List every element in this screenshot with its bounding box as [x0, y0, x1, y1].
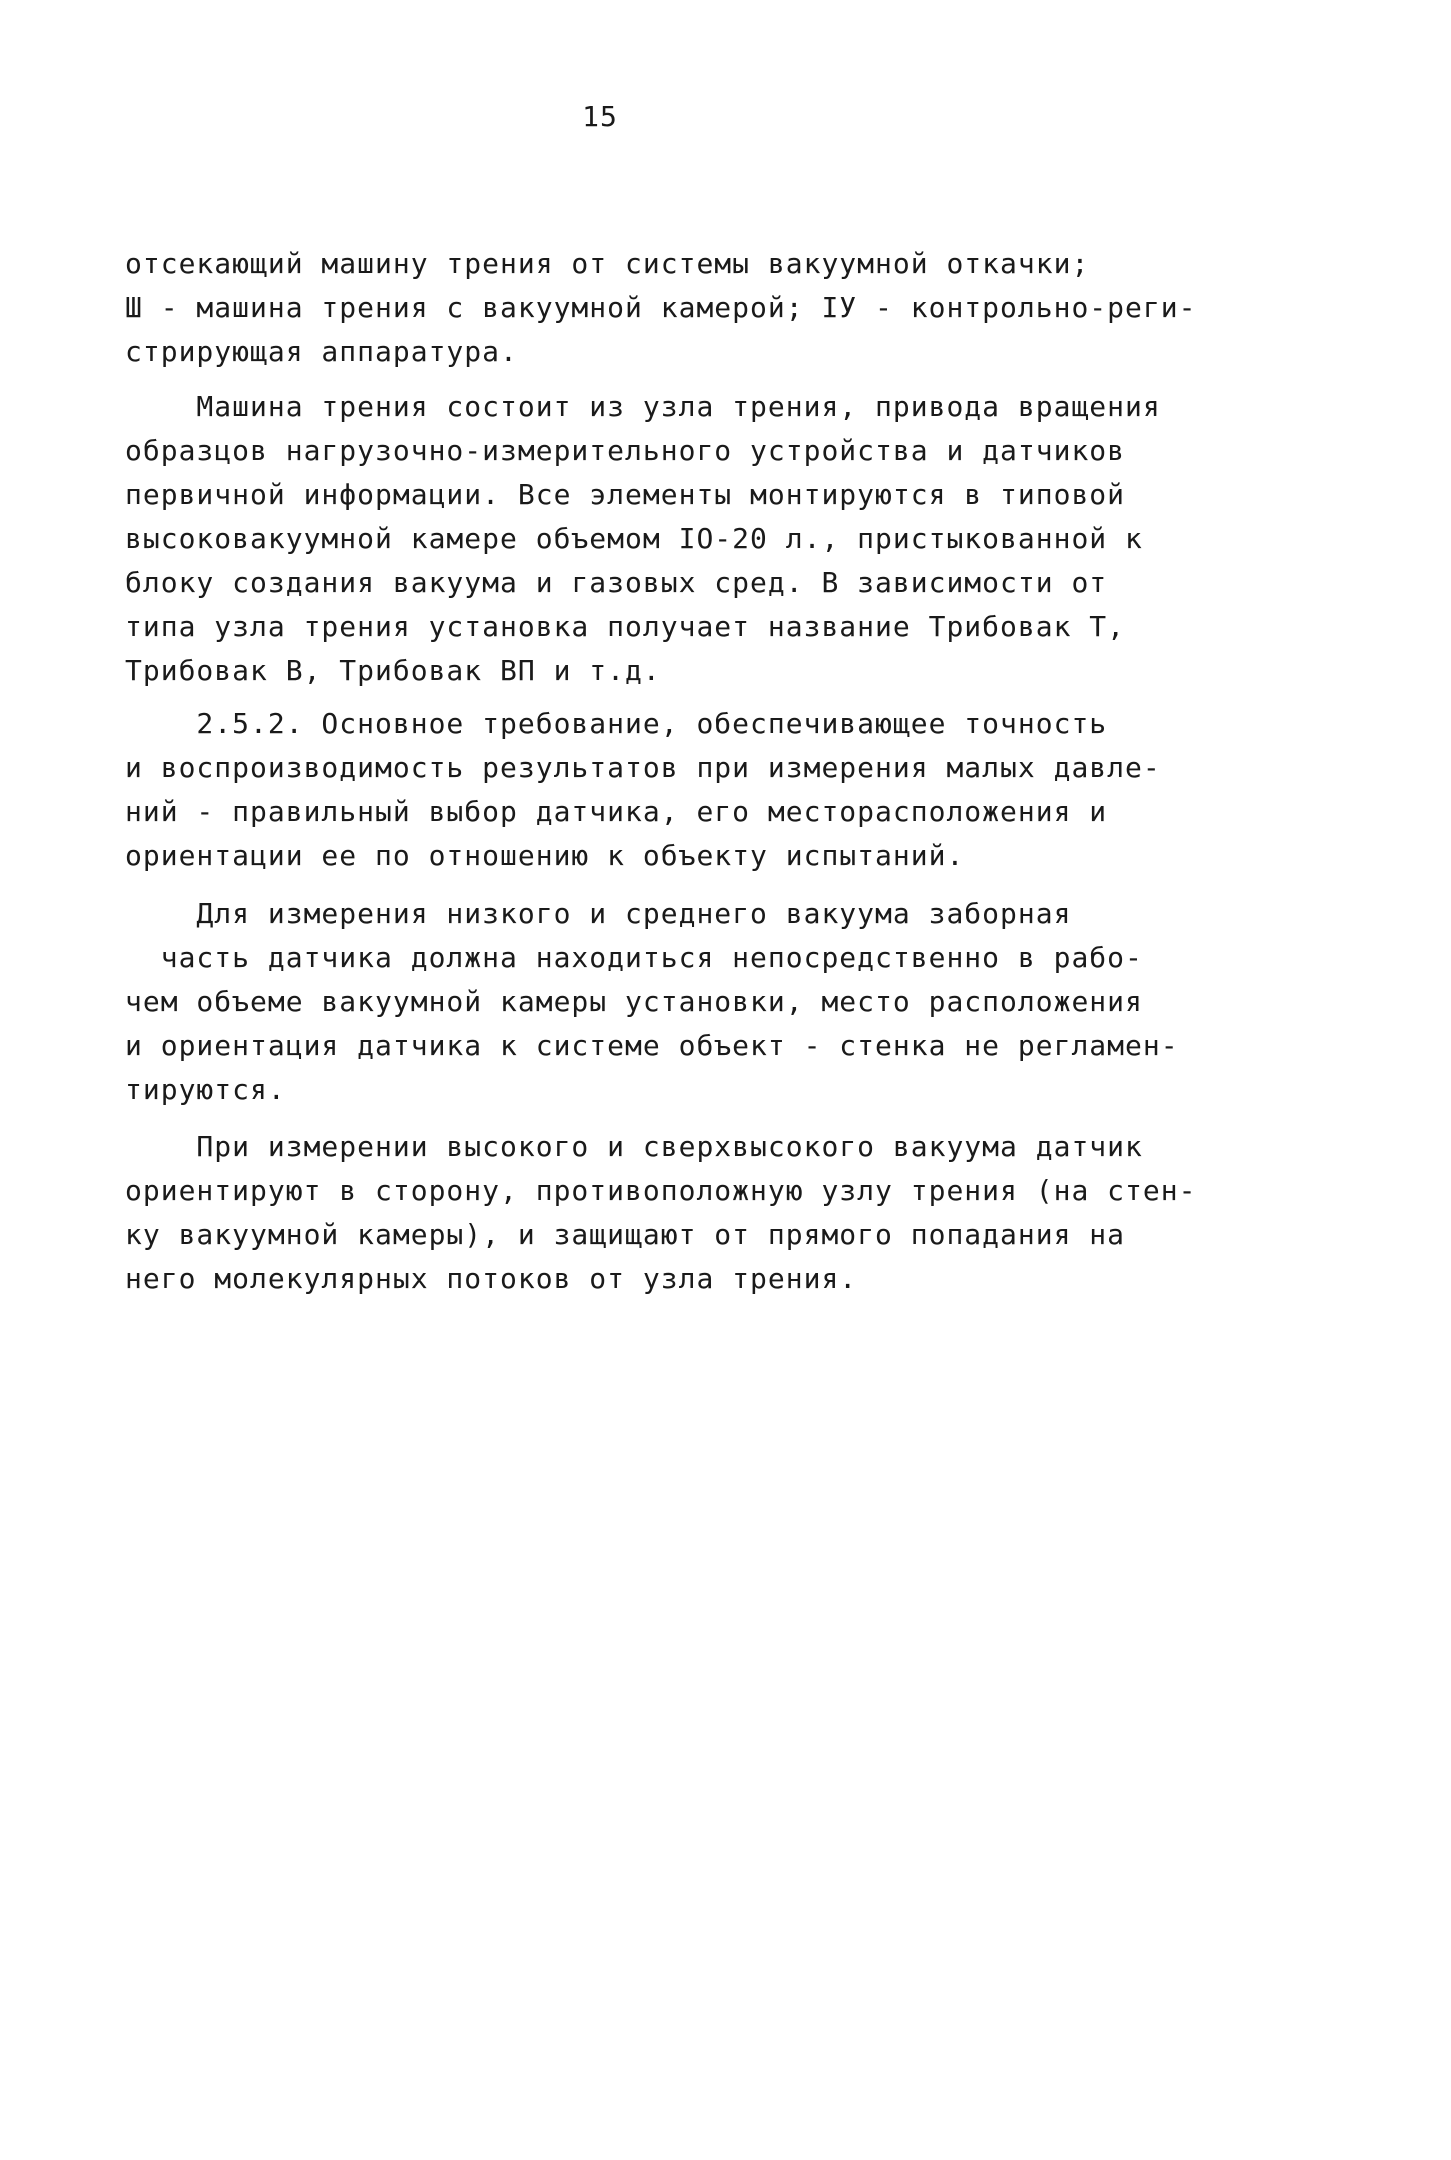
- paragraph-1: [125, 242, 1225, 374]
- text-line: и ориентация датчика к системе объект - стенка не регламен-: [125, 1029, 1179, 1062]
- paragraph-2: [125, 385, 1225, 693]
- text-line: отсекающий машину трения от системы вакуумной откачки;: [125, 247, 1090, 280]
- text-line: Ш - машина трения с вакуумной камерой; IУ - контрольно-реги-: [125, 291, 1197, 324]
- paragraph-4: [125, 892, 1225, 1112]
- text-line: высоковакуумной камере объемом IO-20 л., пристыкованной к: [125, 522, 1143, 555]
- page-number: 15: [582, 100, 618, 133]
- text-line: ний - правильный выбор датчика, его месторасположения и: [125, 795, 1108, 828]
- paragraph-3: [125, 702, 1225, 878]
- paragraph-5: [125, 1125, 1225, 1301]
- text-line: чем объеме вакуумной камеры установки, место расположения: [125, 985, 1143, 1018]
- text-line: ку вакуумной камеры), и защищают от прямого попадания на: [125, 1218, 1126, 1251]
- text-line: часть датчика должна находиться непосредственно в рабо-: [125, 941, 1143, 974]
- text-line: Трибовак В, Трибовак ВП и т.д.: [125, 654, 661, 687]
- text-line: и воспроизводимость результатов при измерения малых давле-: [125, 751, 1161, 784]
- text-line: 2.5.2. Основное требование, обеспечивающее точность: [125, 707, 1108, 740]
- text-line: тируются.: [125, 1073, 286, 1106]
- text-line: блоку создания вакуума и газовых сред. В зависимости от: [125, 566, 1108, 599]
- text-line: образцов нагрузочно-измерительного устройства и датчиков: [125, 434, 1126, 467]
- text-line: ориентации ее по отношению к объекту испытаний.: [125, 839, 965, 872]
- text-line: первичной информации. Все элементы монтируются в типовой: [125, 478, 1126, 511]
- text-line: стрирующая аппаратура.: [125, 335, 518, 368]
- text-line: него молекулярных потоков от узла трения.: [125, 1262, 858, 1295]
- text-line: При измерении высокого и сверхвысокого вакуума датчик: [125, 1130, 1143, 1163]
- text-line: ориентируют в сторону, противоположную узлу трения (на стен-: [125, 1174, 1197, 1207]
- text-line: типа узла трения установка получает название Трибовак Т,: [125, 610, 1126, 643]
- text-line: Машина трения состоит из узла трения, привода вращения: [125, 390, 1161, 423]
- text-line: Для измерения низкого и среднего вакуума заборная: [125, 897, 1072, 930]
